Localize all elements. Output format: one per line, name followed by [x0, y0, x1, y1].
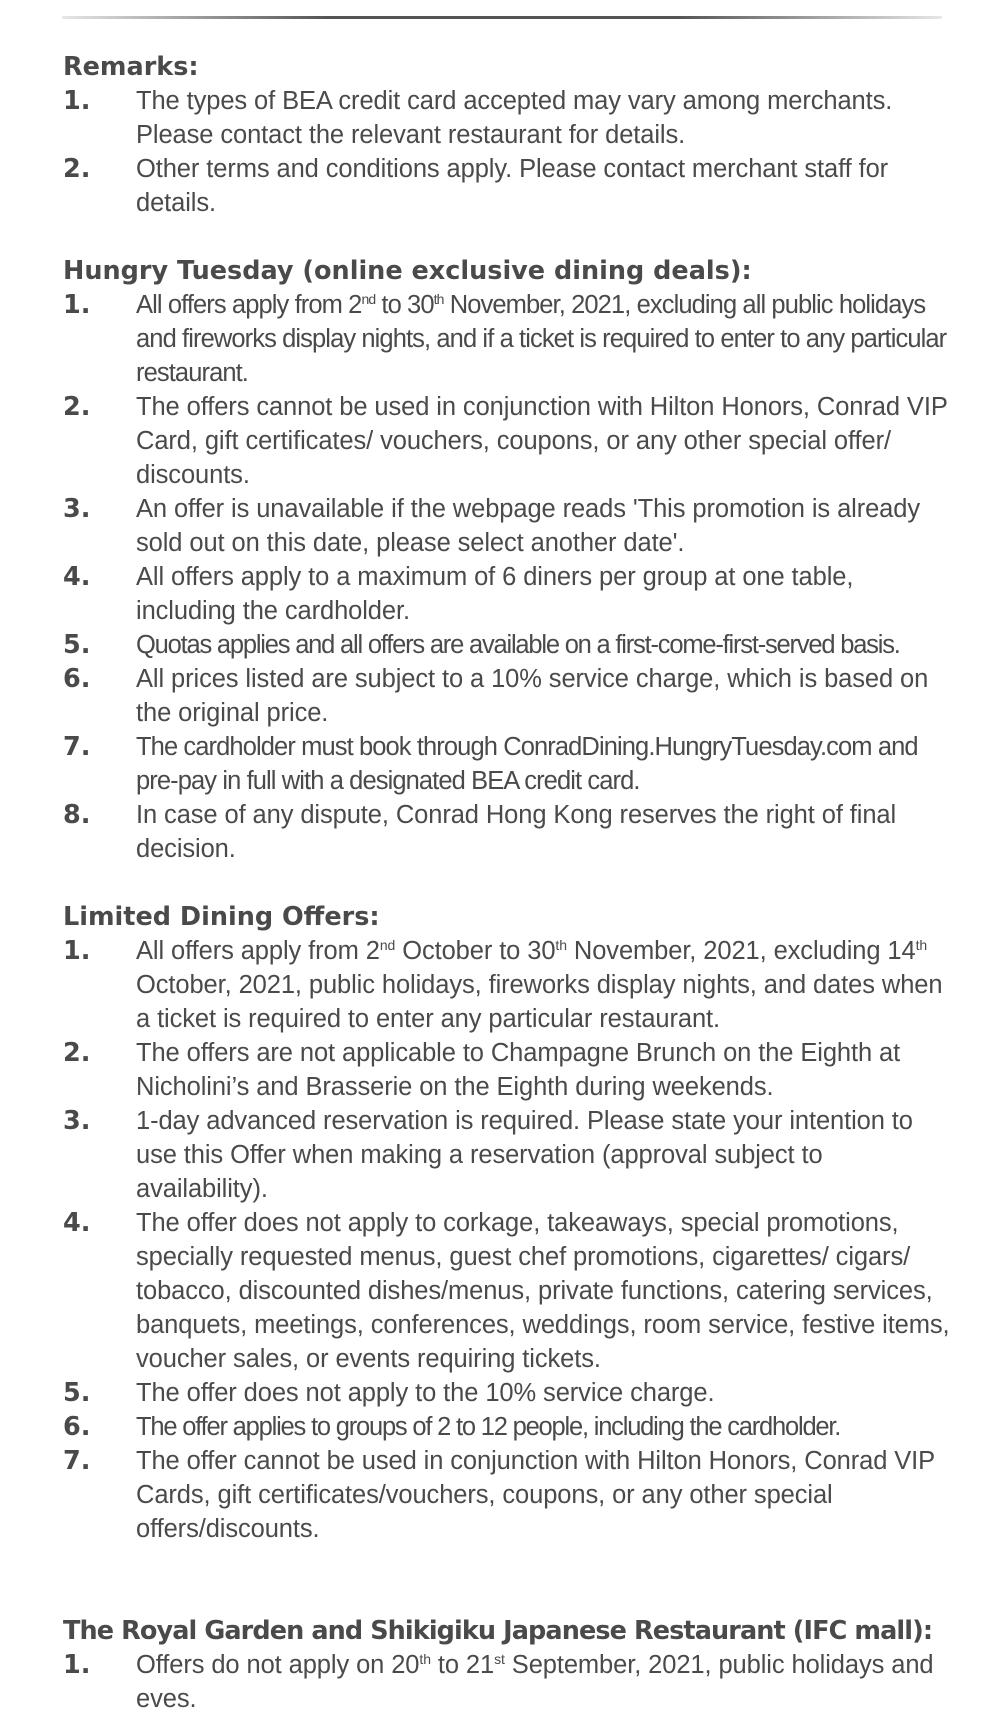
text-part: to 30 — [375, 291, 434, 319]
ordinal-suffix: th — [915, 937, 928, 953]
text-part: All offers apply from 2 — [136, 937, 380, 965]
list-item — [63, 1036, 953, 1104]
text-part: All offers apply from 2 — [136, 291, 362, 319]
section-spacer — [63, 1546, 953, 1614]
list-item — [63, 662, 953, 730]
item-text: The offer cannot be used in conjunction with Hilton Honors, Conrad VIP Cards, gift certificates/vouchers, coupons, or any other special offers/discounts. — [136, 1447, 935, 1543]
remarks-list — [63, 84, 953, 220]
item-text: The types of BEA credit card accepted may vary among merchants. Please contact the relevant restaurant for details. — [136, 87, 893, 149]
text-part: to 21 — [430, 1651, 495, 1679]
item-text: The offers are not applicable to Champagne Brunch on the Eighth at Nicholini’s and Brasserie on the Eighth during weekends. — [136, 1039, 901, 1101]
item-text: An offer is unavailable if the webpage reads 'This promotion is already sold out on this date, please select another date'. — [136, 495, 920, 557]
royal-garden-section — [63, 1614, 953, 1716]
ordinal-suffix: nd — [379, 937, 396, 953]
ordinal-suffix: th — [433, 291, 444, 307]
item-text — [136, 1648, 953, 1716]
item-number: 3. — [63, 494, 91, 524]
list-item — [63, 730, 953, 798]
ordinal-suffix: th — [419, 1651, 431, 1667]
list-item — [63, 84, 953, 152]
item-number: 2. — [63, 1038, 91, 1068]
limited-dining-section — [63, 900, 953, 1546]
item-text: The cardholder must book through ConradDining.HungryTuesday.com and pre-pay in full with a designated BEA credit card. — [136, 733, 918, 795]
limited-dining-title: Limited Dining Offers: — [63, 902, 380, 932]
list-item — [63, 1206, 953, 1376]
list-item — [63, 628, 953, 662]
item-number: 8. — [63, 800, 91, 830]
item-text: All prices listed are subject to a 10% service charge, which is based on the original price. — [136, 665, 929, 727]
section-spacer — [63, 220, 953, 254]
item-number: 1. — [63, 290, 91, 320]
text-part: November, 2021, excluding all public holidays and fireworks display nights, and if a ticket is required to enter to any particular restaurant. — [136, 291, 947, 387]
terms-document — [63, 50, 953, 1716]
item-number: 7. — [63, 732, 91, 762]
item-text: All offers apply to a maximum of 6 diners per group at one table, including the cardholder. — [136, 563, 854, 625]
list-item — [63, 1376, 953, 1410]
item-number: 1. — [63, 86, 91, 116]
text-part: November, 2021, excluding 14 — [566, 937, 916, 965]
item-number: 5. — [63, 1378, 91, 1408]
text-part: Offers do not apply on 20 — [136, 1651, 420, 1679]
item-text — [136, 288, 953, 390]
limited-dining-list — [63, 934, 953, 1546]
list-item — [63, 560, 953, 628]
item-number: 1. — [63, 936, 91, 966]
hungry-tuesday-list — [63, 288, 953, 866]
item-text: The offer applies to groups of 2 to 12 people, including the cardholder. — [136, 1413, 841, 1441]
item-text: The offers cannot be used in conjunction with Hilton Honors, Conrad VIP Card, gift certificates/ vouchers, coupons, or any other special offer/ discounts. — [136, 393, 948, 489]
item-number: 3. — [63, 1106, 91, 1136]
list-item — [63, 1648, 953, 1716]
item-number: 4. — [63, 562, 91, 592]
item-text: The offer does not apply to corkage, takeaways, special promotions, specially requested menus, guest chef promotions, cigarettes/ cigars/ tobacco, discounted dishes/menus, private functions, catering services, banquets, meetings, conferences, weddings, room service, festive items, voucher sales, or events requiring tickets. — [136, 1209, 950, 1373]
ordinal-suffix: nd — [361, 291, 376, 307]
list-item — [63, 1410, 953, 1444]
text-part: September, 2021, public holidays and eves. — [136, 1651, 934, 1713]
hungry-tuesday-section — [63, 254, 953, 866]
item-number: 2. — [63, 392, 91, 422]
item-number: 7. — [63, 1446, 91, 1476]
item-number: 6. — [63, 664, 91, 694]
item-text: Quotas applies and all offers are available on a first-come-first-served basis. — [136, 631, 900, 659]
list-item — [63, 1444, 953, 1546]
item-text: 1-day advanced reservation is required. Please state your intention to use this Offer when making a reservation (approval subject to availability). — [136, 1107, 913, 1203]
section-spacer — [63, 866, 953, 900]
top-divider — [62, 16, 942, 19]
item-number: 4. — [63, 1208, 91, 1238]
text-part: October, 2021, public holidays, fireworks display nights, and dates when a ticket is required to enter any particular restaurant. — [136, 971, 943, 1033]
list-item — [63, 492, 953, 560]
list-item — [63, 390, 953, 492]
hungry-tuesday-title: Hungry Tuesday (online exclusive dining deals): — [63, 256, 752, 286]
item-text: In case of any dispute, Conrad Hong Kong reserves the right of final decision. — [136, 801, 897, 863]
item-text: The offer does not apply to the 10% service charge. — [136, 1379, 715, 1407]
list-item — [63, 288, 953, 390]
list-item — [63, 934, 953, 1036]
text-part: October to 30 — [395, 937, 556, 965]
remarks-section — [63, 50, 953, 220]
item-number: 6. — [63, 1412, 91, 1442]
list-item — [63, 798, 953, 866]
item-number: 5. — [63, 630, 91, 660]
item-number: 1. — [63, 1650, 91, 1680]
list-item — [63, 152, 953, 220]
ordinal-suffix: st — [494, 1651, 505, 1667]
royal-garden-title: The Royal Garden and Shikigiku Japanese Restaurant (IFC mall): — [63, 1616, 933, 1646]
remarks-title: Remarks: — [63, 52, 199, 82]
ordinal-suffix: th — [555, 937, 567, 953]
item-text: Other terms and conditions apply. Please contact merchant staff for details. — [136, 155, 889, 217]
item-number: 2. — [63, 154, 91, 184]
item-text — [136, 934, 953, 1036]
list-item — [63, 1104, 953, 1206]
royal-garden-list — [63, 1648, 953, 1716]
